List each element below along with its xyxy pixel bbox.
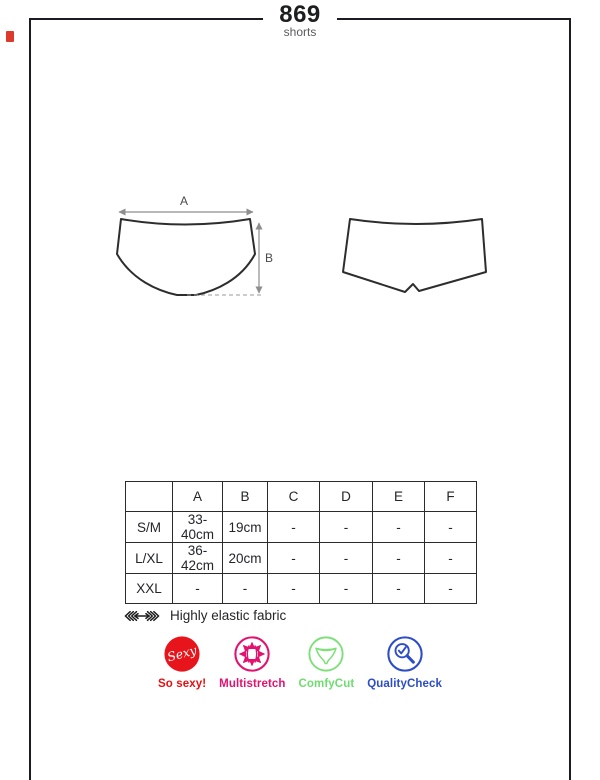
badge-label: QualityCheck bbox=[367, 678, 442, 690]
back-garment-outline bbox=[343, 219, 486, 292]
back-view-diagram bbox=[340, 205, 490, 305]
fabric-note-text: Highly elastic fabric bbox=[170, 608, 287, 623]
size-table-header-cell: C bbox=[268, 482, 320, 512]
size-table-header-cell: B bbox=[223, 482, 268, 512]
size-label: L/XL bbox=[126, 543, 173, 574]
badge-qualitycheck bbox=[367, 635, 442, 690]
front-view-diagram bbox=[103, 192, 288, 307]
size-table-cell: - bbox=[320, 543, 373, 574]
header bbox=[0, 2, 600, 41]
front-garment-outline bbox=[117, 219, 255, 295]
size-table-cell: 19cm bbox=[223, 512, 268, 543]
badge-so-sexy bbox=[158, 635, 206, 690]
fabric-note bbox=[123, 608, 286, 623]
size-table-cell: 20cm bbox=[223, 543, 268, 574]
table-row bbox=[126, 543, 477, 574]
badges-row bbox=[0, 635, 600, 690]
size-table-header-row bbox=[126, 482, 477, 512]
size-table-cell: - bbox=[268, 574, 320, 604]
size-table-header-cell: E bbox=[373, 482, 425, 512]
badge-label: Multistretch bbox=[219, 678, 286, 690]
size-label: XXL bbox=[126, 574, 173, 604]
dimension-label-b: B bbox=[265, 251, 274, 265]
sexy-badge-icon bbox=[163, 635, 201, 673]
size-table-cell: - bbox=[373, 574, 425, 604]
size-table-cell: - bbox=[373, 512, 425, 543]
comfycut-icon bbox=[307, 635, 345, 673]
multistretch-icon bbox=[233, 635, 271, 673]
size-table-cell: - bbox=[425, 574, 477, 604]
page-subtitle: shorts bbox=[283, 25, 317, 39]
qualitycheck-icon bbox=[386, 635, 424, 673]
size-table-header-cell bbox=[126, 482, 173, 512]
dimension-label-a: A bbox=[179, 194, 189, 208]
size-table-cell: - bbox=[320, 512, 373, 543]
badge-label: ComfyCut bbox=[298, 678, 355, 690]
size-table-header-cell: F bbox=[425, 482, 477, 512]
size-table-cell: - bbox=[320, 574, 373, 604]
size-table-cell: - bbox=[268, 543, 320, 574]
size-table-cell: - bbox=[223, 574, 268, 604]
table-row bbox=[126, 512, 477, 543]
size-table bbox=[125, 481, 477, 604]
badge-comfycut bbox=[299, 635, 355, 690]
size-table-cell: - bbox=[425, 512, 477, 543]
badge-multistretch bbox=[219, 635, 285, 690]
badge-label: So sexy! bbox=[158, 678, 207, 690]
title-wrapper bbox=[263, 2, 337, 39]
size-table-cell: - bbox=[373, 543, 425, 574]
size-table-cell: 36-42cm bbox=[173, 543, 223, 574]
size-table-cell: - bbox=[173, 574, 223, 604]
size-table-cell: - bbox=[268, 512, 320, 543]
page-title: 869 bbox=[279, 1, 321, 28]
size-table-header-cell: A bbox=[173, 482, 223, 512]
size-table-cell: 33-40cm bbox=[173, 512, 223, 543]
table-row bbox=[126, 574, 477, 604]
svg-text:Sexy: Sexy bbox=[165, 643, 199, 665]
stretch-arrow-icon bbox=[123, 610, 161, 622]
size-table-cell: - bbox=[425, 543, 477, 574]
size-label: S/M bbox=[126, 512, 173, 543]
size-table-header-cell: D bbox=[320, 482, 373, 512]
